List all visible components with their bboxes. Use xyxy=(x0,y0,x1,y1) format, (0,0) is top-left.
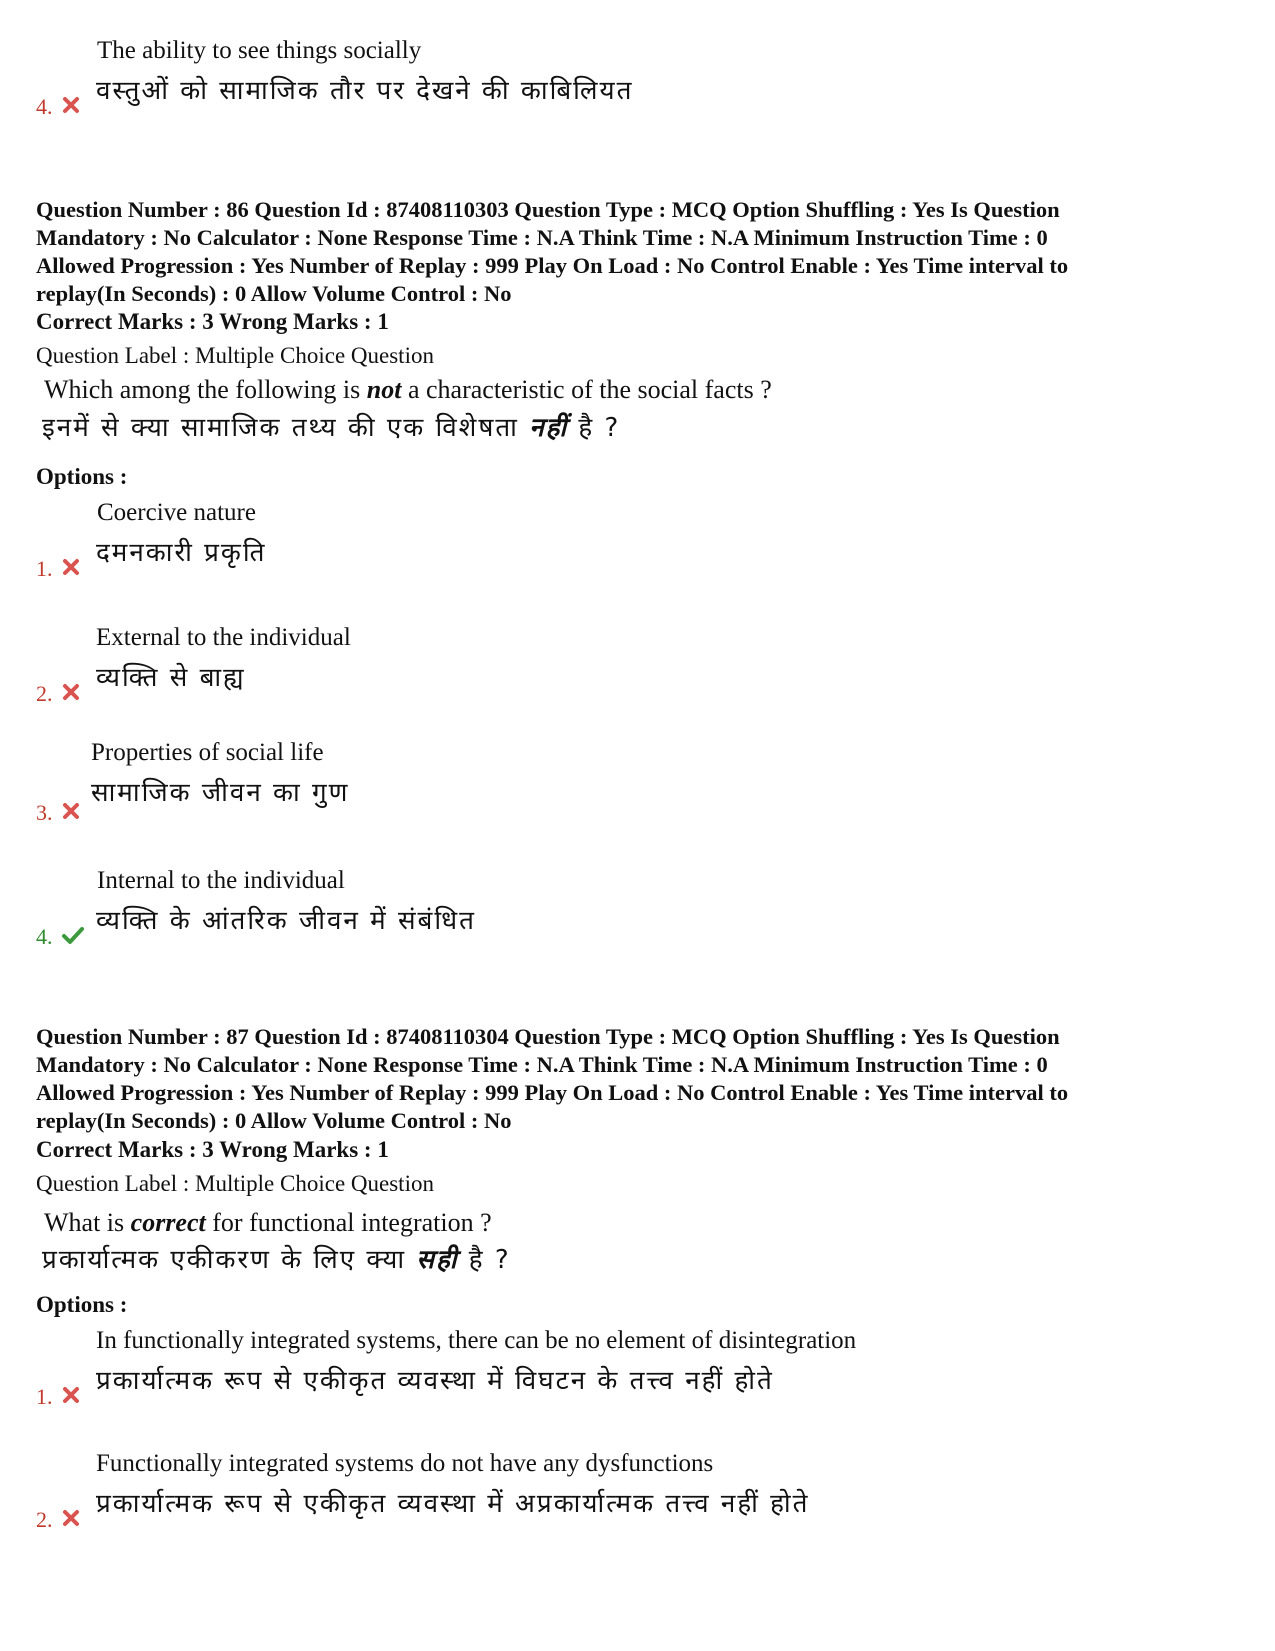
question-86-header xyxy=(36,196,1236,308)
question-86-label: Question Label : Multiple Choice Question xyxy=(36,343,434,368)
cross-mark-icon xyxy=(61,1384,81,1406)
question-87-header xyxy=(36,1023,1236,1135)
question-87-marks: Correct Marks : 3 Wrong Marks : 1 xyxy=(36,1137,389,1162)
question-86-option-2 xyxy=(0,623,1275,733)
question-86-option-4 xyxy=(0,866,1275,976)
option-text-en: Properties of social life xyxy=(91,739,324,766)
option-number: 1. xyxy=(36,556,53,581)
question-86-marks: Correct Marks : 3 Wrong Marks : 1 xyxy=(36,309,389,334)
cross-mark-icon xyxy=(61,800,81,822)
emphasis-text: correct xyxy=(130,1208,206,1237)
question-86-text-en xyxy=(44,374,772,406)
question-86-option-3 xyxy=(0,738,1275,848)
question-87-option-1 xyxy=(0,1326,1275,1436)
option-text-en: The ability to see things socially xyxy=(97,37,422,64)
text-part: है ? xyxy=(458,1245,511,1275)
option-text-en: Internal to the individual xyxy=(97,867,345,894)
text-part: for functional integration ? xyxy=(205,1208,492,1237)
option-text-en: Coercive nature xyxy=(97,499,256,526)
prev-question-option-4 xyxy=(0,36,1275,146)
header-line: Mandatory : No Calculator : None Response Time : N.A Think Time : N.A Minimum Instruction Time : 0 xyxy=(36,225,1048,250)
option-text-hi: प्रकार्यात्मक रूप से एकीकृत व्यवस्था में अप्रकार्यात्मक तत्त्व नहीं होते xyxy=(96,1489,810,1519)
option-text-en: External to the individual xyxy=(96,624,351,651)
option-number: 3. xyxy=(36,800,53,825)
option-text-en: Functionally integrated systems do not have any dysfunctions xyxy=(96,1450,714,1477)
option-number: 2. xyxy=(36,681,53,706)
question-87-option-2 xyxy=(0,1449,1275,1559)
question-86-options-label: Options : xyxy=(36,464,128,489)
header-line: Mandatory : No Calculator : None Response Time : N.A Think Time : N.A Minimum Instruction Time : 0 xyxy=(36,1052,1048,1077)
cross-mark-icon xyxy=(61,94,81,116)
emphasis-text: नहीं xyxy=(529,413,569,443)
option-text-hi: व्यक्ति से बाह्य xyxy=(96,663,246,693)
option-text-hi: व्यक्ति के आंतरिक जीवन में संबंधित xyxy=(96,906,476,936)
question-87-label: Question Label : Multiple Choice Question xyxy=(36,1171,434,1196)
emphasis-text: सही xyxy=(416,1245,459,1275)
option-text-hi: दमनकारी प्रकृति xyxy=(96,538,267,568)
option-text-en: In functionally integrated systems, there can be no element of disintegration xyxy=(96,1327,857,1354)
option-number: 4. xyxy=(36,94,53,119)
check-mark-icon xyxy=(61,924,85,946)
option-text-hi: सामाजिक जीवन का गुण xyxy=(91,778,350,808)
text-part: a characteristic of the social facts ? xyxy=(401,375,772,404)
text-part: है ? xyxy=(568,413,621,443)
header-line: Allowed Progression : Yes Number of Replay : 999 Play On Load : No Control Enable : Yes Time interval to xyxy=(36,1080,1069,1105)
option-number: 2. xyxy=(36,1507,53,1532)
header-line: Question Number : 87 Question Id : 87408110304 Question Type : MCQ Option Shuffling : Yes Is Question xyxy=(36,1024,1060,1049)
question-87-options-label: Options : xyxy=(36,1292,128,1317)
question-86-text-hi xyxy=(42,410,620,446)
header-line: replay(In Seconds) : 0 Allow Volume Control : No xyxy=(36,1108,512,1133)
header-line: Allowed Progression : Yes Number of Replay : 999 Play On Load : No Control Enable : Yes Time interval to xyxy=(36,253,1069,278)
emphasis-text: not xyxy=(366,375,402,404)
option-text-hi: वस्तुओं को सामाजिक तौर पर देखने की काबिलियत xyxy=(96,76,634,106)
option-number: 4. xyxy=(36,924,53,949)
option-number: 1. xyxy=(36,1384,53,1409)
header-line: replay(In Seconds) : 0 Allow Volume Control : No xyxy=(36,281,512,306)
cross-mark-icon xyxy=(61,556,81,578)
question-87-text-en xyxy=(44,1207,492,1239)
text-part: प्रकार्यात्मक एकीकरण के लिए क्या xyxy=(42,1245,417,1275)
text-part: Which among the following is xyxy=(44,375,367,404)
question-87-text-hi xyxy=(42,1242,511,1278)
cross-mark-icon xyxy=(61,681,81,703)
option-text-hi: प्रकार्यात्मक रूप से एकीकृत व्यवस्था में विघटन के तत्त्व नहीं होते xyxy=(96,1366,774,1396)
text-part: What is xyxy=(44,1208,131,1237)
question-86-option-1 xyxy=(0,498,1275,608)
text-part: इनमें से क्या सामाजिक तथ्य की एक विशेषता xyxy=(42,413,530,443)
header-line: Question Number : 86 Question Id : 87408110303 Question Type : MCQ Option Shuffling : Yes Is Question xyxy=(36,197,1060,222)
cross-mark-icon xyxy=(61,1507,81,1529)
